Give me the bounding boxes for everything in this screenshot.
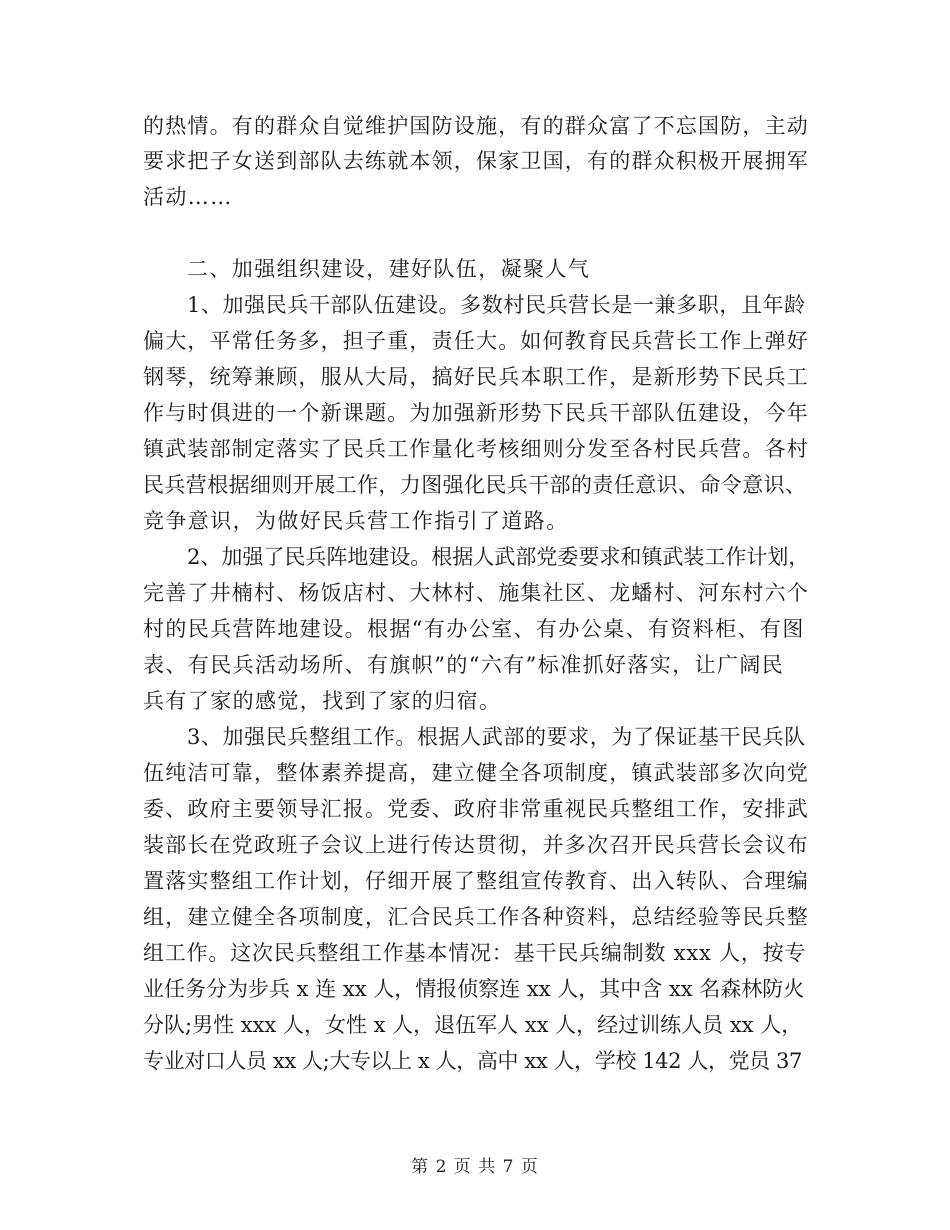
body-text-line: 组工作。这次民兵整组工作基本情况：基干民兵编制数 xxx 人，按专 [143,941,807,965]
body-text-line: 竞争意识，为做好民兵营工作指引了道路。 [143,509,569,533]
body-text-line: 兵有了家的感觉，找到了家的归宿。 [143,689,502,713]
body-text-line: 业任务分为步兵 x 连 xx 人，情报侦察连 xx 人，其中含 xx 名森林防火 [143,977,805,1001]
body-text-line: 分队;男性 xxx 人，女性 x 人，退伍军人 xx 人，经过训练人员 xx 人， [143,1013,803,1037]
section-heading: 二、加强组织建设，建好队伍，凝聚人气 [187,257,591,281]
paragraph-first-line: 1、加强民兵干部队伍建设。多数村民兵营长是一兼多职，且年龄 [187,293,806,317]
body-text-line: 装部长在党政班子会议上进行传达贯彻，并多次召开民兵营长会议布 [143,833,809,857]
paragraph-first-line: 2、加强了民兵阵地建设。根据人武部党委要求和镇武装工作计划， [187,545,810,569]
body-text-line: 钢琴，统筹兼顾，服从大局，搞好民兵本职工作，是新形势下民兵工 [143,365,809,389]
body-text-line: 的热情。有的群众自觉维护国防设施，有的群众富了不忘国防，主动 [143,114,809,138]
page-number-footer: 第 2 页 共 7 页 [411,1157,539,1177]
body-text-line: 表、有民兵活动场所、有旗帜”的“六有”标准抓好落实，让广阔民 [143,653,785,677]
body-text-line: 镇武装部制定落实了民兵工作量化考核细则分发至各村民兵营。各村 [143,437,809,461]
body-text-line: 专业对口人员 xx 人;大专以上 x 人，高中 xx 人，学校 142 人，党员 37 [143,1049,802,1073]
body-text-line: 民兵营根据细则开展工作，力图强化民兵干部的责任意识、命令意识、 [143,473,807,497]
body-text-line: 完善了井楠村、杨饭店村、大林村、施集社区、龙蟠村、河东村六个 [143,581,809,605]
body-text-line: 委、政府主要领导汇报。党委、政府非常重视民兵整组工作，安排武 [143,797,809,821]
paragraph-first-line: 3、加强民兵整组工作。根据人武部的要求，为了保证基干民兵队 [187,725,806,749]
body-text-line: 伍纯洁可靠，整体素养提高，建立健全各项制度，镇武装部多次向党 [143,761,809,785]
body-text-line: 村的民兵营阵地建设。根据“有办公室、有办公桌、有资料柜、有图 [143,617,805,641]
body-text-line: 要求把子女送到部队去练就本领，保家卫国，有的群众积极开展拥军 [143,149,809,173]
body-text-line: 偏大，平常任务多，担子重，责任大。如何教育民兵营长工作上弹好 [143,329,809,353]
body-text-line: 置落实整组工作计划，仔细开展了整组宣传教育、出入转队、合理编 [143,869,809,893]
body-text-line: 活动…… [143,185,233,209]
body-text-line: 组，建立健全各项制度，汇合民兵工作各种资料，总结经验等民兵整 [143,905,809,929]
body-text-line: 作与时俱进的一个新课题。为加强新形势下民兵干部队伍建设，今年 [143,401,809,425]
